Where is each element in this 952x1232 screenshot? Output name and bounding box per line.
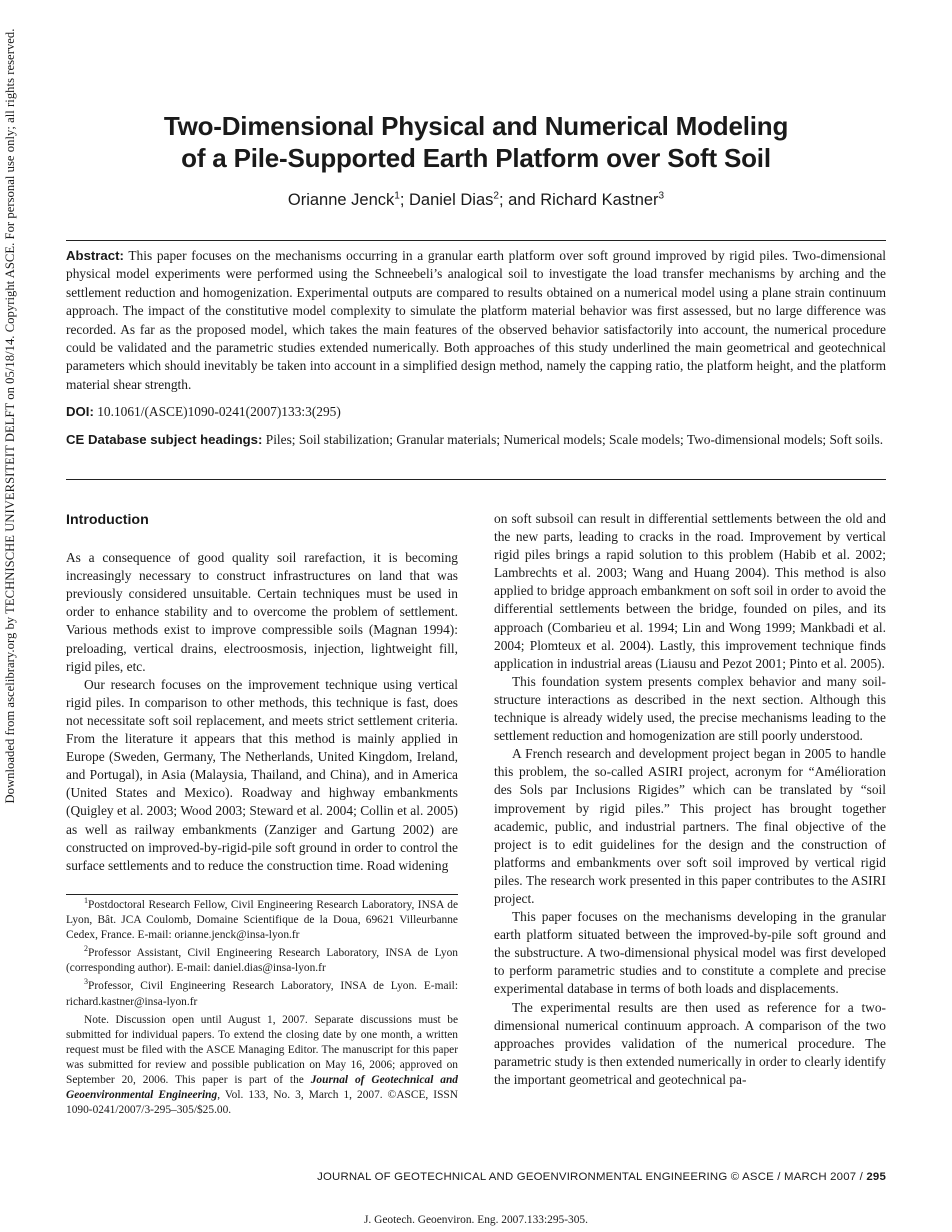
footnote-text: Postdoctoral Research Fellow, Civil Engineering Research Laboratory, INSA de Lyon, Bât. JCA Coulomb, Domaine Scientifique de la Doua, 69621 Villeurbanne Cedex, France. E-mail: orianne.jenck@insa-lyon.fr xyxy=(66,899,458,942)
author-affiliation-mark: 2 xyxy=(493,190,499,202)
left-column xyxy=(66,510,458,875)
journal-name: Journal of Geotechnical and Geoenvironmental Engineering xyxy=(66,1074,458,1102)
citation-line: J. Geotech. Geoenviron. Eng. 2007.133:295-305. xyxy=(364,1214,588,1226)
title-line-2: of a Pile-Supported Earth Platform over Soft Soil xyxy=(181,143,771,173)
author-affiliation-mark: 1 xyxy=(394,190,400,202)
abstract-top-rule xyxy=(66,240,886,241)
subject-headings-label: CE Database subject headings: xyxy=(66,431,263,447)
footnote-text: Professor Assistant, Civil Engineering Research Laboratory, INSA de Lyon (corresponding author). E-mail: daniel.dias@insa-lyon.fr xyxy=(66,947,458,975)
abstract-label: Abstract: xyxy=(66,248,124,263)
body-paragraph: As a consequence of good quality soil rarefaction, it is becoming increasingly necessary to construct infrastructures on land that was previously considered unsuitable. Certain techniques must be used in order to enhance stability and to overcome the problem of settlement. Various methods exist to improve compressible soils (Magnan 1994): preloading, vertical drains, electroosmosis, injection, lightweight fill, rigid piles, etc. xyxy=(66,550,458,674)
author-name: Richard Kastner xyxy=(540,191,659,209)
abstract-text: This paper focuses on the mechanisms occurring in a granular earth platform over soft ground improved by rigid piles. Two-dimensional physical model experiments were performed using the Schneebeli’s analogical soil to investigate the load transfer mechanisms by arching and the settlement reduction and homogenization. Experimental outputs are compared to results obtained on a numerical model using a plane strain continuum approach. The impact of the constitutive model complexity to simulate the platform material behavior was first assessed, but no large difference was recorded. As far as the proposed model, which takes the main features of the observed behavior satisfactorily into account, the numerical procedure could be validated and the parametric studies extended numerically. Both approaches of this study underlined the main geometrical and geotechnical parameters which should inevitably be taken into account in a simplified design method, namely the capping ratio, the platform height, and the platform material shear strength. xyxy=(66,248,886,392)
footnote-mark: 1 xyxy=(84,896,88,906)
doi-value[interactable]: 10.1061/(ASCE)1090-0241(2007)133:3(295) xyxy=(97,404,341,420)
body-paragraph: The experimental results are then used as reference for a two-dimensional numerical continuum approach. A comparison of the two approaches provides validation of the numerical procedure. The parametric study is then extended numerically in order to clearly identify the important geometrical and geotechnical pa- xyxy=(494,999,886,1087)
running-footer xyxy=(317,1171,886,1183)
author-name: Daniel Dias xyxy=(409,191,494,209)
footnotes xyxy=(66,898,458,1121)
footnote-1 xyxy=(66,898,458,943)
subject-headings-value: Piles; Soil stabilization; Granular materials; Numerical models; Scale models; Two-dimensional models; Soft soils. xyxy=(265,431,884,447)
footnote-3 xyxy=(66,979,458,1009)
body-paragraph: This paper focuses on the mechanisms developing in the granular earth platform situated between the improved-by-pile soft ground and the substructure. A two-dimensional physical model was first developed to perform parametric studies and to constitute a complete and precise experimental database in terms of both loads and displacements. xyxy=(494,909,886,997)
download-notice: Downloaded from ascelibrary.org by TECHNISCHE UNIVERSITEIT DELFT on 05/18/14. Copyright ASCE. For personal use only; all rights reserved. xyxy=(3,28,17,804)
body-paragraph: Our research focuses on the improvement technique using vertical rigid piles. In comparison to other methods, this technique is fast, does not necessitate soft soil replacement, and meets strict settlement criteria. From the literature it appears that this method is mainly applied in Europe (Sweden, Germany, The Netherlands, United Kingdom, Ireland, and Portugal), in Asia (Malaysia, Thailand, and China), and in America (United States and Mexico). Roadway and highway embankments (Quigley et al. 2003; Wood 2003; Steward et al. 2004; Collin et al. 2005) as well as railway embankments (Zanziger and Gartung 2002) are constructed on improved-by-rigid-pile soft ground in order to control the surface settlements and to reduce the construction time. Road widening xyxy=(66,676,458,873)
body-paragraph: on soft subsoil can result in differential settlements between the old and the new parts, leading to cracks in the road. Improvement by vertical rigid piles brings a rapid solution to this problem (Habib et al. 2002; Lambrechts et al. 2003; Wang and Huang 2004). This method is also applied to bridge approach embankment on soft soil in order to avoid the differential settlements between the bridge, founded on piles, and its approach (Combarieu et al. 1994; Lin and Wong 1999; Mankbadi et al. 2004; Plomteux et al. 2004). Lastly, this improvement technique finds application in industrial areas (Liausu and Pezot 2001; Pinto et al. 2005). xyxy=(494,511,886,671)
abstract-block xyxy=(66,247,886,458)
doi-paragraph xyxy=(66,403,886,421)
footer-journal: JOURNAL OF GEOTECHNICAL AND GEOENVIRONMENTAL ENGINEERING © ASCE / MARCH 2007 / xyxy=(317,1171,867,1183)
author-separator: ; xyxy=(399,191,409,209)
author-list xyxy=(66,189,886,211)
note-text: , Vol. 133, No. 3, March 1, 2007. ©ASCE, ISSN 1090-0241/2007/3-295–305/$25.00. xyxy=(66,1089,458,1117)
right-column xyxy=(494,510,886,1089)
editorial-note xyxy=(66,1013,458,1119)
author-name: Orianne Jenck xyxy=(287,191,395,209)
footnote-mark: 3 xyxy=(84,977,88,987)
doi-label: DOI: xyxy=(66,404,94,420)
footnote-2 xyxy=(66,946,458,976)
paper-title xyxy=(66,110,886,174)
abstract-paragraph xyxy=(66,247,886,394)
footnote-rule xyxy=(66,894,458,895)
author-affiliation-mark: 3 xyxy=(658,190,665,202)
abstract-bottom-rule xyxy=(66,479,886,480)
note-text: Note. Discussion open until August 1, 2007. Separate discussions must be submitted for individual papers. To extend the closing date by one month, a written request must be filed with the ASCE Managing Editor. The manuscript for this paper was submitted for review and possible publication on May 16, 2006; approved on September 20, 2006. This paper is part of the xyxy=(66,1013,458,1087)
author-separator: ; and xyxy=(498,191,541,209)
title-line-1: Two-Dimensional Physical and Numerical Modeling xyxy=(163,111,789,141)
body-paragraph: This foundation system presents complex behavior and many soil-structure interactions as described in the next section. Although this technique is already widely used, the precise mechanisms leading to the settlement reduction and homogenization are still poorly understood. xyxy=(494,673,886,744)
footnote-text: Professor, Civil Engineering Research Laboratory, INSA de Lyon. E-mail: richard.kastner@insa-lyon.fr xyxy=(66,980,458,1008)
footnote-mark: 2 xyxy=(84,944,88,954)
subject-headings-paragraph xyxy=(66,431,886,449)
body-paragraph: A French research and development project began in 2005 to handle this problem, the so-called ASIRI project, acronym for “Amélioration des Sols par Inclusions Rigides” which can be translated by “soil improvement by rigid piles.” This project has brought together academic, public, and industrial partners. The final objective of the project is to edit guidelines for the design and the construction of platforms and embankments over soft soil improved by vertical rigid piles. The research work presented in this paper contributes to the ASIRI project. xyxy=(494,746,886,906)
section-heading-introduction: Introduction xyxy=(66,512,149,528)
page-number: 295 xyxy=(866,1171,886,1183)
